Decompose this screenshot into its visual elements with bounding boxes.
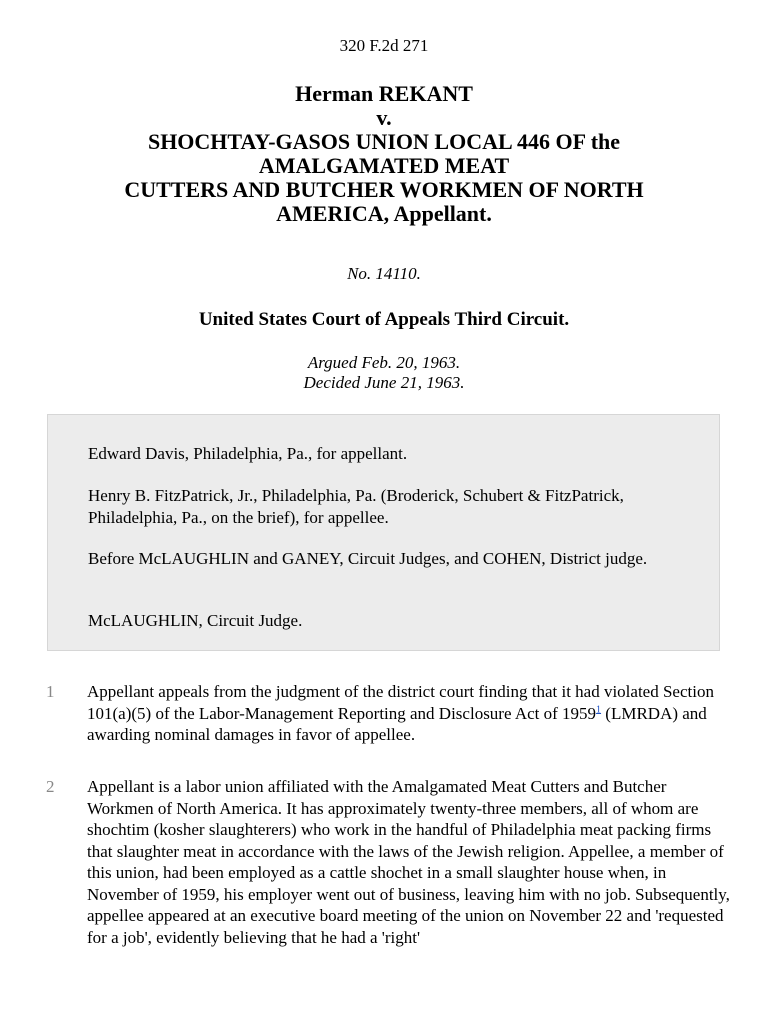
bench-judges: Before McLAUGHLIN and GANEY, Circuit Judges, and COHEN, District judge. bbox=[88, 549, 648, 568]
argued-date: Argued Feb. 20, 1963. bbox=[307, 353, 461, 372]
title-line: v. bbox=[376, 105, 392, 130]
title-line: AMERICA, Appellant. bbox=[276, 201, 492, 226]
paragraph-number: 1 bbox=[46, 682, 55, 701]
docket-number: No. 14110. bbox=[347, 264, 421, 283]
paragraph-text: Appellant is a labor union affiliated with the Amalgamated Meat Cutters and Butcher Workmen of North America. It has approximately twenty-three members, all of whom are shochtim (kosher slaughterers) who work in the handful of Philadelphia meat packing firms that slaughter meat in accordance with the laws of the Jewish religion. Appellee, a member of this union, had been employed as a cattle shochet in a small slaughter house when, in November of 1959, his employer went out of business, leaving him with no job. Subsequently, appellee appeared at an executive board meeting of the union on November 22 and 'requested for a job', evidently believing that he had a 'right' bbox=[87, 777, 730, 947]
court-name: United States Court of Appeals Third Circuit. bbox=[198, 309, 570, 330]
paragraph-text-part: (LMRDA) and awarding nominal damages in favor of appellee. bbox=[87, 703, 707, 744]
case-title bbox=[60, 82, 708, 226]
title-line: CUTTERS AND BUTCHER WORKMEN OF NORTH bbox=[124, 177, 644, 202]
opinion-author: McLAUGHLIN, Circuit Judge. bbox=[88, 611, 303, 630]
title-line: AMALGAMATED MEAT bbox=[258, 153, 510, 178]
footnote-link[interactable]: 1 bbox=[596, 703, 602, 715]
case-dates bbox=[0, 353, 768, 393]
counsel-box bbox=[47, 414, 720, 651]
case-citation: 320 F.2d 271 bbox=[339, 36, 429, 55]
title-line: SHOCHTAY-GASOS UNION LOCAL 446 OF the bbox=[147, 129, 621, 154]
counsel-appellee: Henry B. FitzPatrick, Jr., Philadelphia, Pa. (Broderick, Schubert & FitzPatrick, Philadelphia, Pa., on the brief), for appellee. bbox=[88, 486, 624, 527]
counsel-appellant: Edward Davis, Philadelphia, Pa., for appellant. bbox=[88, 444, 408, 463]
paragraph-text-part: Appellant appeals from the judgment of the district court finding that it had violated Section 101(a)(5) of the Labor-Management Reporting and Disclosure Act of 1959 bbox=[87, 682, 714, 723]
paragraph-number: 2 bbox=[46, 777, 55, 796]
decided-date: Decided June 21, 1963. bbox=[303, 373, 465, 392]
title-line: Herman REKANT bbox=[295, 81, 473, 106]
paragraph-text bbox=[87, 681, 732, 746]
